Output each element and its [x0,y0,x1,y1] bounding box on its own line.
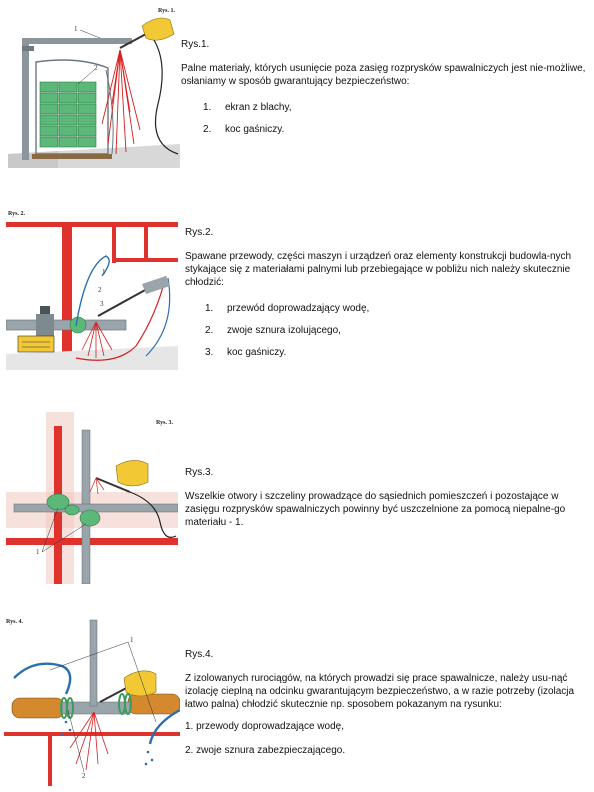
section-1-text [181,38,589,145]
figure-4-label: Rys. 4. [6,619,23,625]
figure-rys-4 [4,614,180,786]
list-item: 2. koc gaśniczy. [203,124,285,135]
section-4-intro: Z izolowanych rurociągów, na których prowadzi się prace spawalnicze, należy usu-nąć izolację cieplną na odcinku gwarantującym bezpieczeństwo, a w razie potrzeby (izolacja łatwo palna) chłodzić skutecznie np. sposobem pokazanym na rysunku: [185,673,575,710]
section-2-text [185,226,590,368]
list-item: 2. zwoje sznura zabezpieczającego. [185,745,346,756]
figure-2-callout-3: 3 [100,300,104,308]
list-item: 1. ekran z blachy, [203,102,292,113]
list-item: 1. przewód doprowadzający wodę, [205,303,370,314]
figure-4-callout-2: 2 [82,772,86,780]
figure-3-label: Rys. 3. [156,420,173,426]
figure-2-label: Rys. 2. [8,211,25,217]
section-1-list [181,101,589,136]
section-1-caption: Rys.1. [181,39,210,50]
section-4-list [185,720,590,757]
section-3-text [185,466,590,529]
figure-rys-1 [8,4,180,168]
list-item: 2. zwoje sznura izolującego, [205,325,341,336]
figure-1-callout-2: 2 [94,64,98,72]
list-item: 1. przewody doprowadzające wodę, [185,721,344,732]
section-1-intro: Palne materiały, których usunięcie poza zasięg rozprysków spawalniczych jest nie-możliwe, osłaniamy w sposób gwarantujący bezpieczeństwo: [181,63,586,87]
figure-3-callout-1: 1 [36,548,40,556]
figure-rys-2 [6,206,178,370]
section-2-list [185,302,590,359]
section-2-intro: Spawane przewody, części maszyn i urządzeń oraz elementy konstrukcji budowla-nych stykające się z materiałami palnymi lub przebiegające w pobliżu nich należy skutecznie chłodzić: [185,251,572,288]
section-4-text [185,648,590,757]
figure-1-label: Rys. 1. [158,8,175,14]
figure-1-callout-1: 1 [74,25,78,33]
section-4-caption: Rys.4. [185,649,214,660]
section-3-intro: Wszelkie otwory i szczeliny prowadzące do sąsiednich pomieszczeń i pozostające w zasięgu rozprysków spawalniczych powinny być uszczelnione za pomocą niepalne-go materiału - 1. [185,491,566,528]
figure-rys-3 [6,412,178,584]
figure-4-callout-1: 1 [130,636,134,644]
section-3-caption: Rys.3. [185,467,214,478]
list-item: 3. koc gaśniczy. [205,347,287,358]
figure-2-callout-2: 2 [98,286,102,294]
section-2-caption: Rys.2. [185,227,214,238]
figure-2-callout-1: 1 [102,268,106,276]
